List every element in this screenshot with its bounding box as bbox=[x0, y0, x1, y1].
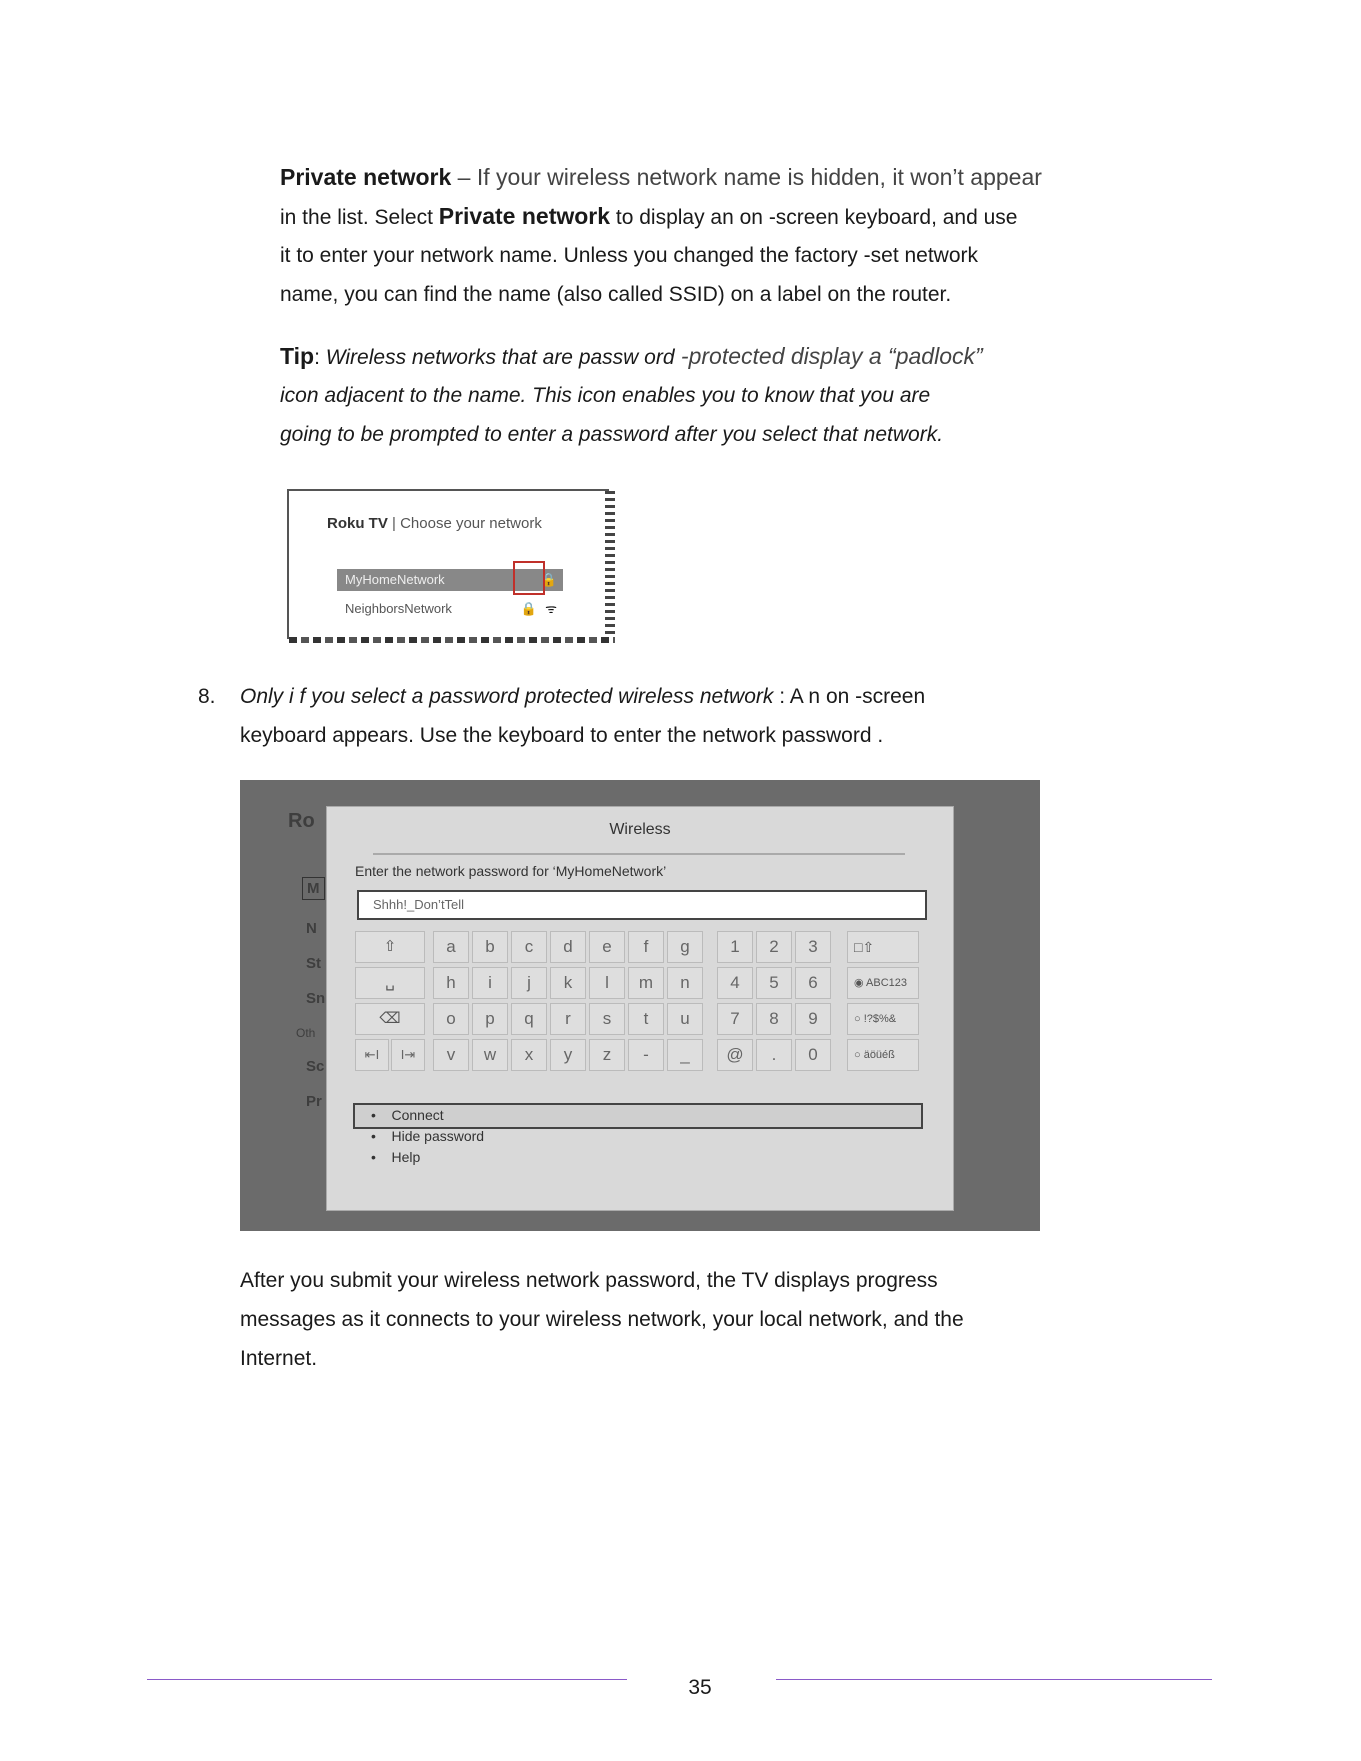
padlock-highlight-box bbox=[513, 561, 545, 595]
key-a[interactable]: a bbox=[433, 931, 469, 963]
background-text: Pr bbox=[306, 1093, 322, 1110]
key-s[interactable]: s bbox=[589, 1003, 625, 1035]
key-h[interactable]: h bbox=[433, 967, 469, 999]
key-e[interactable]: e bbox=[589, 931, 625, 963]
key-2[interactable]: 2 bbox=[756, 931, 792, 963]
header-separator: | bbox=[387, 515, 401, 532]
key-q[interactable]: q bbox=[511, 1003, 547, 1035]
key-at[interactable]: @ bbox=[717, 1039, 753, 1071]
step8-line2: keyboard appears. Use the keyboard to enter the network password . bbox=[240, 724, 884, 747]
key-0[interactable]: 0 bbox=[795, 1039, 831, 1071]
option-hide-password[interactable] bbox=[371, 1128, 484, 1144]
background-text: Ro bbox=[288, 810, 315, 832]
background-text: St bbox=[306, 955, 321, 972]
caps-mode-key[interactable]: □⇧ bbox=[847, 931, 919, 963]
option-connect[interactable] bbox=[371, 1107, 444, 1123]
key-period[interactable]: . bbox=[756, 1039, 792, 1071]
mode-symbols-radio[interactable]: ○ !?$%& bbox=[847, 1003, 919, 1035]
private-network-heading: Private network bbox=[280, 164, 452, 190]
screen-title: Choose your network bbox=[400, 515, 542, 532]
key-hyphen[interactable]: - bbox=[628, 1039, 664, 1071]
option-help[interactable] bbox=[371, 1149, 420, 1165]
mode-accents-radio[interactable]: ○ äöüéß bbox=[847, 1039, 919, 1071]
option-label: Help bbox=[391, 1149, 421, 1165]
key-g[interactable]: g bbox=[667, 931, 703, 963]
private-network-inline-label: Private network bbox=[438, 203, 611, 229]
bullet: • bbox=[371, 1149, 376, 1165]
tip-line3: going to be prompted to enter a password after you select that network. bbox=[280, 423, 944, 446]
key-4[interactable]: 4 bbox=[717, 967, 753, 999]
option-label: Connect bbox=[391, 1107, 444, 1123]
background-text: M bbox=[302, 877, 325, 900]
key-n[interactable]: n bbox=[667, 967, 703, 999]
key-i[interactable]: i bbox=[472, 967, 508, 999]
cursor-right-key[interactable]: I⇥ bbox=[391, 1039, 425, 1071]
dialog-title: Wireless bbox=[609, 821, 671, 838]
padlock-icon: 🔒 bbox=[520, 601, 537, 616]
private-network-line1 bbox=[280, 158, 1042, 197]
cursor-left-key[interactable]: ⇤I bbox=[355, 1039, 389, 1071]
private-network-line4: name, you can find the name (also called SSID) on a label on the router. bbox=[280, 283, 952, 306]
key-f[interactable]: f bbox=[628, 931, 664, 963]
tip-line2: icon adjacent to the name. This icon enables you to know that you are bbox=[280, 384, 931, 407]
bullet: • bbox=[371, 1107, 376, 1123]
after-line3: Internet. bbox=[240, 1347, 318, 1370]
roku-tv-logo: Roku TV bbox=[327, 515, 388, 532]
step8-line1 bbox=[240, 677, 925, 716]
background-text: Sc bbox=[306, 1058, 325, 1075]
key-d[interactable]: d bbox=[550, 931, 586, 963]
tip-label: Tip bbox=[280, 343, 315, 369]
key-w[interactable]: w bbox=[472, 1039, 508, 1071]
key-t[interactable]: t bbox=[628, 1003, 664, 1035]
mode-abc123-radio[interactable]: ◉ ABC123 bbox=[847, 967, 919, 999]
key-8[interactable]: 8 bbox=[756, 1003, 792, 1035]
key-v[interactable]: v bbox=[433, 1039, 469, 1071]
choose-network-screenshot bbox=[287, 489, 609, 639]
password-input[interactable]: Shhh!_Don’tTell bbox=[357, 890, 927, 920]
padlock-icon: 🔒 bbox=[540, 572, 557, 587]
key-r[interactable]: r bbox=[550, 1003, 586, 1035]
key-c[interactable]: c bbox=[511, 931, 547, 963]
torn-edge-bottom bbox=[289, 637, 615, 643]
key-9[interactable]: 9 bbox=[795, 1003, 831, 1035]
option-label: Hide password bbox=[391, 1128, 485, 1144]
torn-edge bbox=[605, 491, 615, 639]
background-text: N bbox=[306, 920, 317, 937]
password-prompt: Enter the network password for ‘MyHomeNetwork’ bbox=[355, 863, 667, 879]
key-6[interactable]: 6 bbox=[795, 967, 831, 999]
step8-italic: Only i f you select a password protected wireless network bbox=[240, 685, 774, 708]
wireless-dialog bbox=[326, 806, 954, 1211]
dialog-divider bbox=[373, 853, 905, 855]
network-name: NeighborsNetwork bbox=[345, 601, 452, 616]
footer-rule-right bbox=[776, 1679, 1212, 1680]
line2-text-c: to display an on -screen keyboard, and use bbox=[610, 206, 1018, 229]
step-number: 8. bbox=[198, 685, 216, 708]
network-name: MyHomeNetwork bbox=[345, 572, 445, 587]
after-line2: messages as it connects to your wireless network, your local network, and the bbox=[240, 1308, 964, 1331]
network-row[interactable] bbox=[337, 598, 563, 620]
key-underscore[interactable]: _ bbox=[667, 1039, 703, 1071]
background-text: Sn bbox=[306, 990, 326, 1007]
tip-line1 bbox=[280, 337, 983, 377]
screen-header bbox=[327, 515, 542, 532]
wireless-keyboard-screenshot bbox=[240, 780, 1040, 1231]
key-p[interactable]: p bbox=[472, 1003, 508, 1035]
key-7[interactable]: 7 bbox=[717, 1003, 753, 1035]
key-b[interactable]: b bbox=[472, 931, 508, 963]
key-k[interactable]: k bbox=[550, 967, 586, 999]
private-network-line2 bbox=[280, 197, 1017, 237]
line2-text-a: in the list. Select bbox=[280, 206, 439, 229]
key-m[interactable]: m bbox=[628, 967, 664, 999]
background-text: Oth bbox=[296, 1026, 316, 1040]
footer-rule-left bbox=[147, 1679, 627, 1680]
key-o[interactable]: o bbox=[433, 1003, 469, 1035]
tip-text-b: -protected display a “padlock” bbox=[674, 343, 983, 369]
page-number: 35 bbox=[688, 1676, 712, 1699]
private-network-line3: it to enter your network name. Unless you changed the factory -set network bbox=[280, 244, 979, 267]
wifi-icon: ᯤ bbox=[545, 601, 557, 616]
space-key[interactable]: ␣ bbox=[355, 967, 425, 999]
key-5[interactable]: 5 bbox=[756, 967, 792, 999]
tip-text-a: Wireless networks that are passw ord bbox=[319, 346, 675, 369]
step8-text: : A n on -screen bbox=[773, 685, 926, 708]
key-l[interactable]: l bbox=[589, 967, 625, 999]
shift-key[interactable]: ⇧ bbox=[355, 931, 425, 963]
tip-colon: : bbox=[314, 346, 320, 369]
key-j[interactable]: j bbox=[511, 967, 547, 999]
backspace-key[interactable]: ⌫ bbox=[355, 1003, 425, 1035]
after-line1: After you submit your wireless network password, the TV displays progress bbox=[240, 1269, 938, 1292]
key-3[interactable]: 3 bbox=[795, 931, 831, 963]
private-network-dash-text: – If your wireless network name is hidden, it won’t appear bbox=[451, 164, 1042, 190]
bullet: • bbox=[371, 1128, 376, 1144]
key-u[interactable]: u bbox=[667, 1003, 703, 1035]
key-x[interactable]: x bbox=[511, 1039, 547, 1071]
key-y[interactable]: y bbox=[550, 1039, 586, 1071]
key-z[interactable]: z bbox=[589, 1039, 625, 1071]
key-1[interactable]: 1 bbox=[717, 931, 753, 963]
